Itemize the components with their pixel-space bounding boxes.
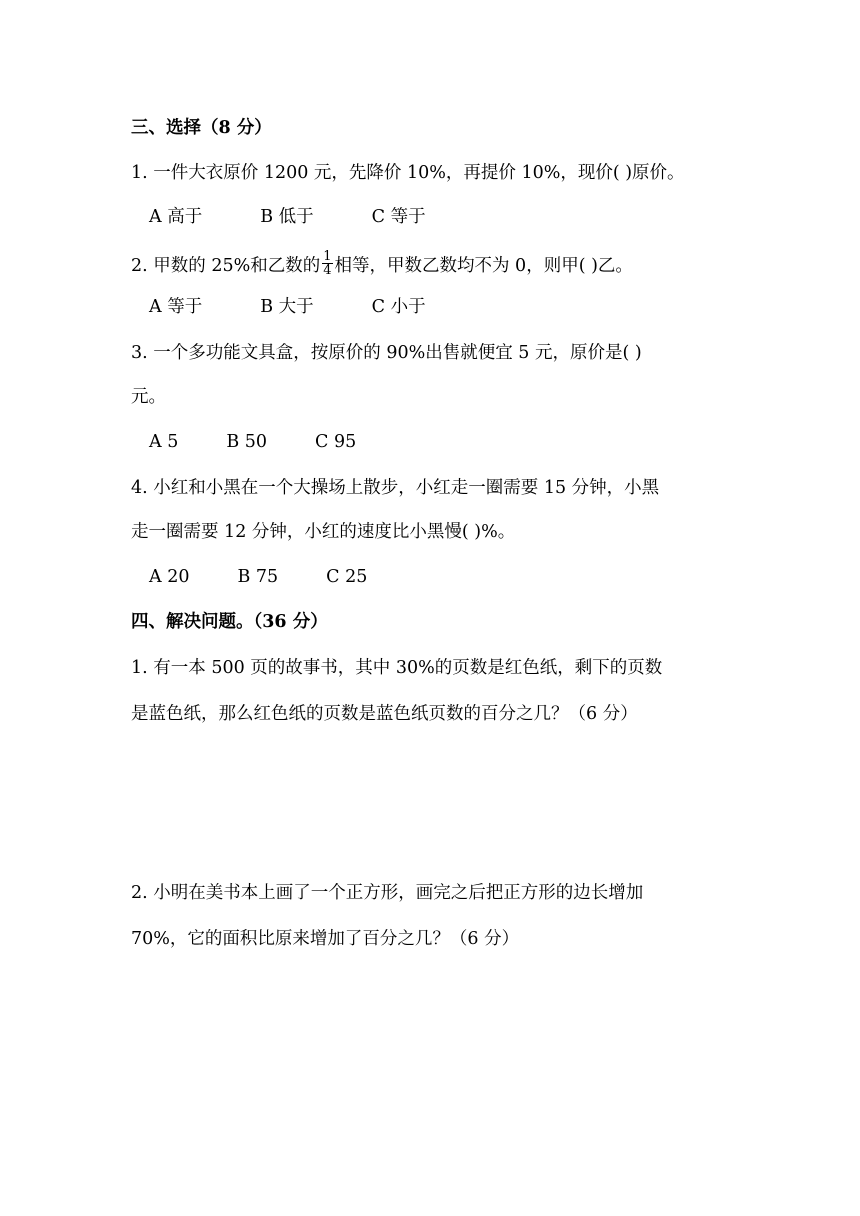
option-b: B 低于 [260,207,314,227]
question-2-text-before: 2. 甲数的 25%和乙数的 [131,256,321,276]
question-3-line-1: 3. 一个多功能文具盒，按原价的 90%出售就便宜 5 元，原价是( ) [131,343,642,363]
fraction-numerator: 1 [323,249,332,264]
section-3-heading: 三、选择（8 分） [131,118,272,138]
question-4-options [149,569,367,587]
option-a: A 等于 [149,297,203,317]
problem-1-line-2: 是蓝色纸，那么红色纸的页数是蓝色纸页数的百分之几？（6 分） [131,704,638,724]
option-c: C 小于 [371,297,426,317]
question-2 [131,249,633,280]
problem-1-line-1: 1. 有一本 500 页的故事书，其中 30%的页数是红色纸，剩下的页数 [131,658,663,678]
question-1: 1. 一件大衣原价 1200 元，先降价 10%，再提价 10%，现价( )原价。 [131,163,685,183]
problem-2-line-1: 2. 小明在美书本上画了一个正方形，画完之后把正方形的边长增加 [131,883,644,903]
problem-2-line-2: 70%，它的面积比原来增加了百分之几？（6 分） [131,929,520,949]
option-b: B 75 [237,567,279,587]
question-2-text-after: 相等，甲数乙数均不为 0，则甲( )乙。 [334,256,633,276]
question-1-options [149,209,426,227]
option-a: A 20 [149,567,190,587]
option-a: A 5 [149,432,179,452]
option-c: C 25 [326,567,368,587]
option-b: B 大于 [260,297,314,317]
option-c: C 95 [315,432,357,452]
question-4-line-2: 走一圈需要 12 分钟，小红的速度比小黑慢( )%。 [131,522,516,542]
question-2-options [149,299,426,317]
question-4-line-1: 4. 小红和小黑在一个大操场上散步，小红走一圈需要 15 分钟，小黑 [131,478,660,498]
fraction-one-quarter [322,250,332,277]
fraction-denominator: 4 [323,263,332,278]
option-a: A 高于 [149,207,203,227]
option-c: C 等于 [371,207,426,227]
question-3-options [149,434,356,452]
question-3-line-2: 元。 [131,387,166,407]
option-b: B 50 [226,432,268,452]
section-4-heading: 四、解决问题。（36 分） [131,612,328,632]
